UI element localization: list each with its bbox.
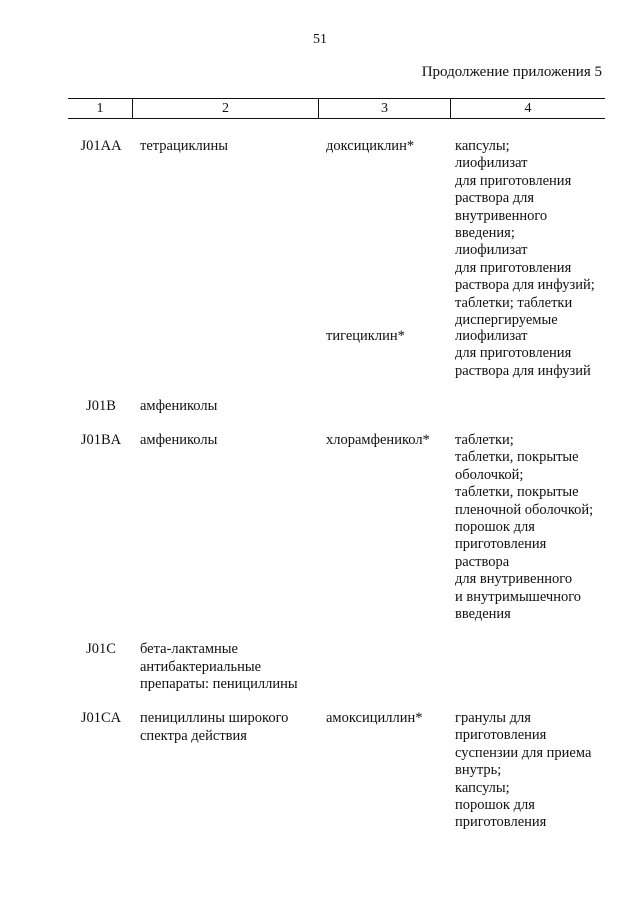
page-number: 51: [313, 32, 327, 47]
atc-code: J01BA: [80, 432, 122, 448]
drug-name: хлорамфеникол*: [326, 432, 430, 448]
column-header-1: 1: [68, 99, 133, 118]
atc-code: J01C: [86, 641, 116, 657]
group-name: тетрациклины: [140, 138, 229, 154]
drug-name: тигециклин*: [326, 328, 405, 344]
group-name: амфениколы: [140, 432, 218, 448]
atc-code: J01AA: [80, 138, 122, 154]
group-name: амфениколы: [140, 398, 218, 414]
column-header-4: 4: [524, 101, 532, 116]
group-name: пенициллины широкого спектра действия: [140, 710, 289, 744]
group-name: бета-лактамные антибактериальные препараты: пенициллины: [140, 641, 298, 692]
table-header-row: [68, 98, 605, 119]
drug-name: амоксициллин*: [326, 710, 423, 726]
dosage-forms: таблетки; таблетки, покрытые оболочкой; таблетки, покрытые пленочной оболочкой; порошок для приготовления раствора для внутривенного и внутримышечного введения: [455, 432, 594, 623]
atc-code: J01CA: [80, 710, 122, 726]
column-header-2: 2: [133, 99, 319, 118]
dosage-forms: гранулы для приготовления суспензии для приема внутрь; капсулы; порошок для приготовления: [455, 710, 592, 831]
drug-name: доксициклин*: [326, 138, 415, 154]
column-header-3: 3: [319, 99, 451, 118]
atc-code: J01B: [86, 398, 116, 414]
dosage-forms: капсулы; лиофилизат для приготовления раствора для внутривенного введения; лиофилизат для приготовления раствора для инфузий; таблетки; таблетки диспергируемые: [455, 138, 595, 329]
dosage-forms: лиофилизат для приготовления раствора для инфузий: [455, 328, 591, 379]
continuation-title: Продолжение приложения 5: [421, 64, 602, 80]
